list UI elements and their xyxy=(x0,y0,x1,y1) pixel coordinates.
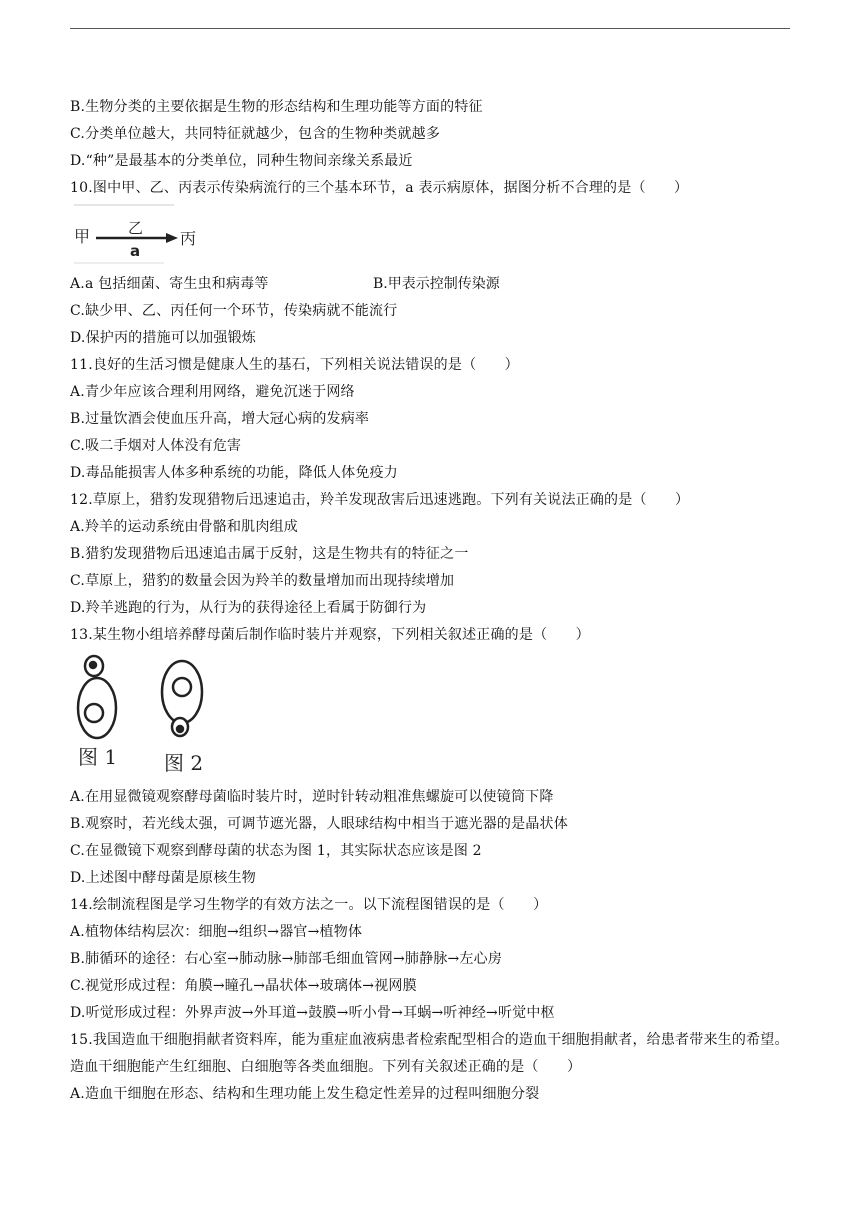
question-11: 11.良好的生活习惯是健康人生的基石，下列相关说法错误的是（ ） xyxy=(70,357,519,373)
q14-option-a: A.植物体结构层次：细胞→组织→器官→植物体 xyxy=(70,924,363,940)
q10-option-d: D.保护丙的措施可以加强锻炼 xyxy=(70,330,256,346)
diagram-label-yi: 乙 xyxy=(128,219,144,237)
transmission-diagram xyxy=(70,198,220,268)
question-14: 14.绘制流程图是学习生物学的有效方法之一。以下流程图错误的是（ ） xyxy=(70,897,548,913)
q13-option-c: C.在显微镜下观察到酵母菌的状态为图 1，其实际状态应该是图 2 xyxy=(70,843,482,859)
q12-option-c: C.草原上，猎豹的数量会因为羚羊的数量增加而出现持续增加 xyxy=(70,573,455,589)
q9-option-b: B.生物分类的主要依据是生物的形态结构和生理功能等方面的特征 xyxy=(70,99,483,115)
q11-option-c: C.吸二手烟对人体没有危害 xyxy=(70,438,242,454)
q14-option-d: D.听觉形成过程：外界声波→外耳道→鼓膜→听小骨→耳蜗→听神经→听觉中枢 xyxy=(70,1005,555,1021)
faint-scan-mark-bottom xyxy=(74,262,164,264)
q9-option-c: C.分类单位越大，共同特征就越少，包含的生物种类就越多 xyxy=(70,126,441,142)
q10-option-a: A.a 包括细菌、寄生虫和病毒等 xyxy=(70,276,269,292)
q13-option-a: A.在用显微镜观察酵母菌临时装片时，逆时针转动粗准焦螺旋可以使镜筒下降 xyxy=(70,789,554,805)
diagram-label-jia: 甲 xyxy=(74,227,91,246)
q12-option-d: D.羚羊逃跑的行为，从行为的获得途径上看属于防御行为 xyxy=(70,600,427,616)
q10-option-c: C.缺少甲、乙、丙任何一个环节，传染病就不能流行 xyxy=(70,303,398,319)
question-13: 13.某生物小组培养酵母菌后制作临时装片并观察，下列相关叙述正确的是（ ） xyxy=(70,627,590,643)
diagram-arrow-head xyxy=(166,233,178,243)
q11-option-a: A.青少年应该合理利用网络，避免沉迷于网络 xyxy=(70,384,355,400)
question-10: 10.图中甲、乙、丙表示传染病流行的三个基本环节，a 表示病原体，据图分析不合理的是（ ） xyxy=(70,180,689,196)
figure-2-label: 图 2 xyxy=(164,751,204,775)
yeast-cell-figure-1 xyxy=(78,656,116,738)
q15-option-a: A.造血干细胞在形态、结构和生理功能上发生稳定性差异的过程叫细胞分裂 xyxy=(70,1086,540,1102)
yeast-cell-figure-2 xyxy=(162,661,202,736)
yeast-figure xyxy=(70,652,220,777)
figure-1-label: 图 1 xyxy=(78,745,118,769)
diagram-label-bing: 丙 xyxy=(180,229,197,248)
question-15: 15.我国造血干细胞捐献者资料库，能为重症血液病患者检索配型相合的造血干细胞捐献者，给患者带来生的希望。造血干细胞能产生红细胞、白细胞等各类血细胞。下列有关叙述正确的是（ ） xyxy=(70,1032,789,1075)
q11-option-b: B.过量饮酒会使血压升高，增大冠心病的发病率 xyxy=(70,411,370,427)
question-12: 12.草原上，猎豹发现猎物后迅速追击，羚羊发现敌害后迅速逃跑。下列有关说法正确的是（ ） xyxy=(70,492,690,508)
q11-option-d: D.毒品能损害人体多种系统的功能，降低人体免疫力 xyxy=(70,465,398,481)
header-rule xyxy=(70,28,790,29)
q9-option-d: D.“种”是最基本的分类单位，同种生物间亲缘关系最近 xyxy=(70,153,413,169)
faint-scan-mark-top xyxy=(74,204,174,206)
q13-option-b: B.观察时，若光线太强，可调节遮光器，人眼球结构中相当于遮光器的是晶状体 xyxy=(70,816,568,832)
q14-option-b: B.肺循环的途径：右心室→肺动脉→肺部毛细血管网→肺静脉→左心房 xyxy=(70,951,503,967)
q12-option-b: B.猎豹发现猎物后迅速追击属于反射，这是生物共有的特征之一 xyxy=(70,546,469,562)
q13-option-d: D.上述图中酵母菌是原核生物 xyxy=(70,870,256,886)
q10-option-b: B.甲表示控制传染源 xyxy=(373,276,500,292)
q12-option-a: A.羚羊的运动系统由骨骼和肌肉组成 xyxy=(70,519,298,535)
diagram-label-a: a xyxy=(130,242,141,260)
q14-option-c: C.视觉形成过程：角膜→瞳孔→晶状体→玻璃体→视网膜 xyxy=(70,978,417,994)
